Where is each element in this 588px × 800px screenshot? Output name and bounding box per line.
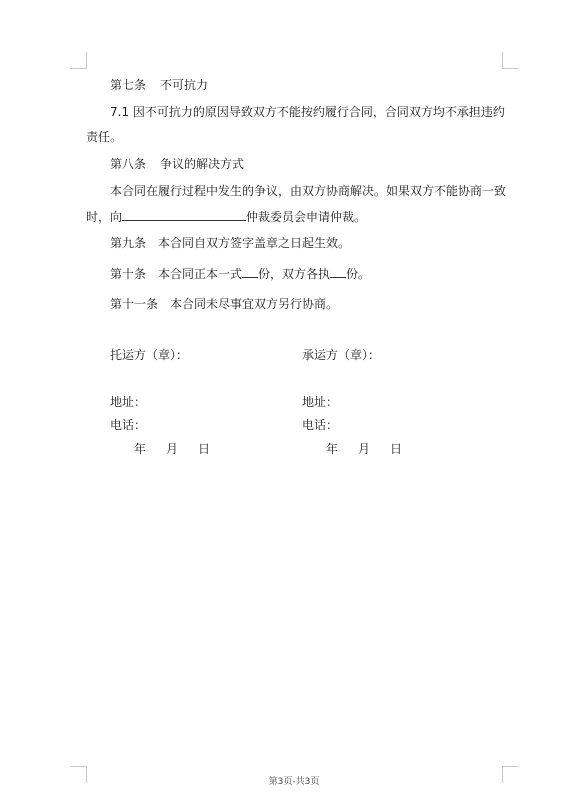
carrier-date-year: 年 bbox=[326, 442, 339, 456]
clause8-number: 第八条 bbox=[110, 157, 147, 171]
shipper-date-month: 月 bbox=[166, 442, 179, 456]
shipper-phone-label: 电话： bbox=[110, 418, 147, 432]
shipper-date-day: 日 bbox=[198, 442, 211, 456]
shipper-seal-label: 托运方（章）： bbox=[110, 348, 189, 362]
clause10-text-mid: 份，双方各执 bbox=[258, 267, 331, 281]
clause11-line bbox=[110, 296, 338, 312]
clause7-text-line1: 7.1 因不可抗力的原因导致双方不能按约履行合同，合同双方均不承担违约 bbox=[110, 105, 505, 119]
clause9-number: 第九条 bbox=[110, 236, 147, 250]
shipper-date-year: 年 bbox=[134, 442, 147, 456]
clause10-text-pre: 本合同正本一式 bbox=[158, 267, 243, 281]
clause7-number: 第七条 bbox=[110, 78, 147, 92]
clause10-text-post: 份。 bbox=[346, 267, 371, 281]
clause8-text-pre: 时，向 bbox=[86, 210, 123, 224]
carrier-phone-label: 电话： bbox=[302, 418, 339, 432]
carrier-address-label: 地址： bbox=[302, 395, 339, 409]
copies-each-blank[interactable] bbox=[330, 265, 346, 278]
shipper-address-label: 地址： bbox=[110, 395, 147, 409]
clause8-text-line1: 本合同在履行过程中发生的争议，由双方协商解决。如果双方不能协商一致 bbox=[110, 184, 507, 198]
margin-corner-top-left bbox=[70, 52, 87, 69]
shipper-date-line bbox=[134, 441, 210, 457]
clause7-title: 不可抗力 bbox=[160, 78, 209, 92]
clause11-number: 第十一条 bbox=[110, 297, 159, 311]
clause11-text: 本合同未尽事宜双方另行协商。 bbox=[170, 297, 339, 311]
clause9-line bbox=[110, 235, 350, 251]
clause8-heading-line bbox=[110, 156, 244, 172]
arbitration-commission-blank[interactable] bbox=[122, 208, 246, 221]
clause8-title: 争议的解决方式 bbox=[160, 157, 245, 171]
clause9-text: 本合同自双方签字盖章之日起生效。 bbox=[158, 236, 351, 250]
carrier-date-line bbox=[326, 441, 402, 457]
clause8-text-post: 仲裁委员会申请仲裁。 bbox=[246, 210, 367, 224]
clause8-text-line2 bbox=[86, 208, 366, 225]
page-number-footer: 第3页-共3页 bbox=[268, 777, 320, 787]
clause10-number: 第十条 bbox=[110, 267, 147, 281]
carrier-date-day: 日 bbox=[390, 442, 403, 456]
margin-corner-top-right bbox=[502, 52, 519, 69]
carrier-date-month: 月 bbox=[358, 442, 371, 456]
carrier-seal-label: 承运方（章）： bbox=[302, 348, 381, 362]
clause10-line bbox=[110, 265, 370, 282]
clause7-text-line2: 责任。 bbox=[86, 130, 123, 144]
clause7-heading-line bbox=[110, 77, 208, 93]
copies-total-blank[interactable] bbox=[242, 265, 258, 278]
